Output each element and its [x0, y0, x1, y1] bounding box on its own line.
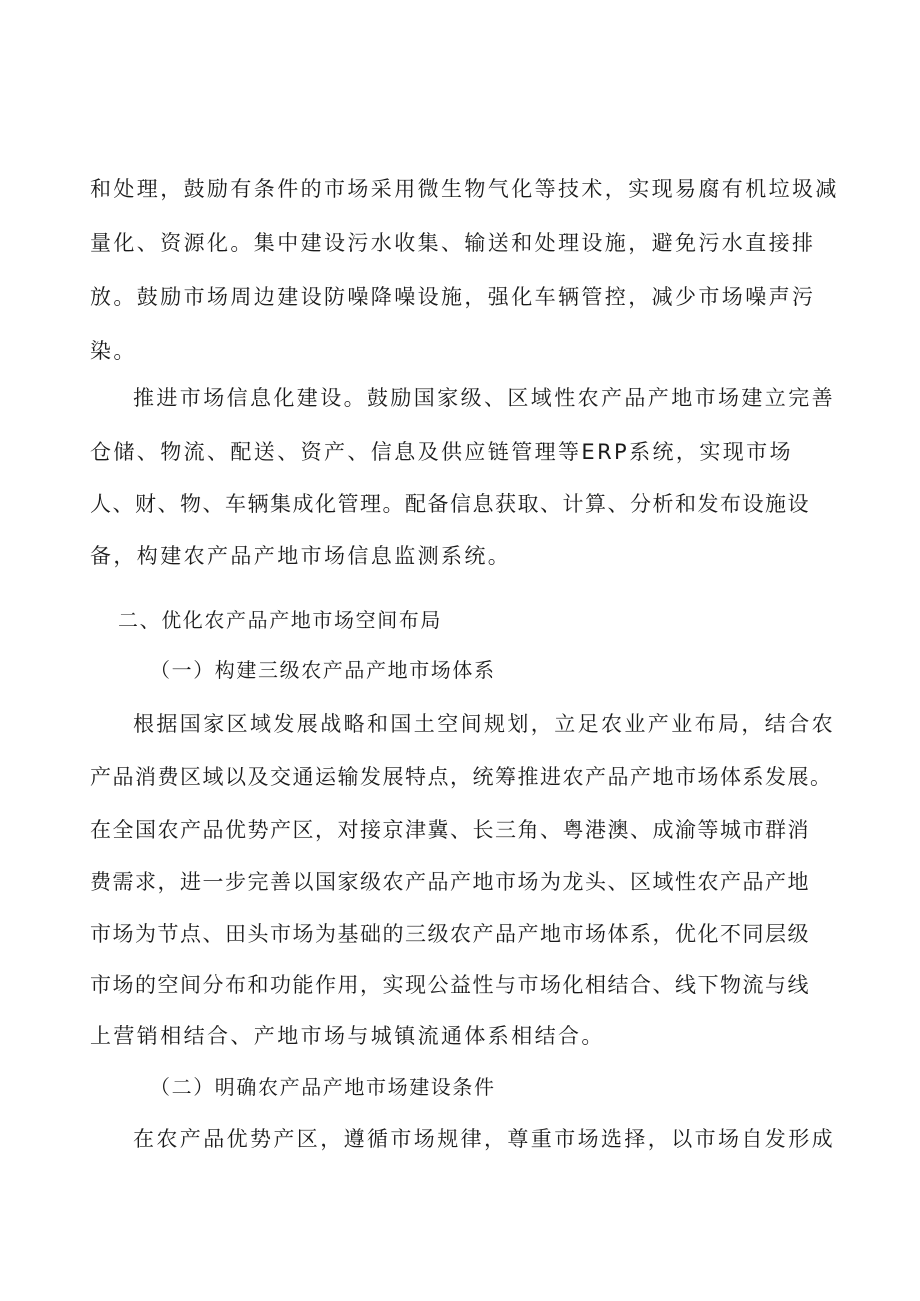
section-heading: 二、优化农产品产地市场空间布局: [118, 608, 442, 632]
body-text-line: 量化、资源化。集中建设污水收集、输送和处理设施，避免污水直接排: [90, 231, 816, 255]
body-text-line: 放。鼓励市场周边建设防噪降噪设施，强化车辆管控，减少市场噪声污: [90, 285, 816, 309]
body-text-line: 市场的空间分布和功能作用，实现公益性与市场化相结合、线下物流与线: [90, 973, 810, 997]
body-text-line: 染。: [90, 339, 137, 363]
paragraph-first-line: 根据国家区域发展战略和国土空间规划，立足农业产业布局，结合农: [133, 712, 835, 736]
body-text-line: 产品消费区域以及交通运输发展特点，统筹推进农产品产地市场体系发展。: [90, 765, 833, 789]
body-text-line: 人、财、物、车辆集成化管理。配备信息获取、计算、分析和发布设施设: [90, 492, 810, 516]
paragraph-first-line: 在农产品优势产区，遵循市场规律，尊重市场选择，以市场自发形成: [133, 1127, 835, 1151]
body-text-line: 在全国农产品优势产区，对接京津冀、长三角、粤港澳、成渝等城市群消: [90, 818, 810, 842]
subsection-heading: （一）构建三级农产品产地市场体系: [150, 658, 496, 682]
body-text-line: 费需求，进一步完善以国家级农产品产地市场为龙头、区域性农产品产地: [90, 870, 810, 894]
body-text-line: 上营销相结合、产地市场与城镇流通体系相结合。: [90, 1024, 605, 1048]
paragraph-first-line: 推进市场信息化建设。鼓励国家级、区域性农产品产地市场建立完善: [133, 386, 835, 410]
subsection-heading: （二）明确农产品产地市场建设条件: [150, 1075, 496, 1099]
body-text-line: 仓储、物流、配送、资产、信息及供应链管理等ERP系统，实现市场: [90, 440, 793, 464]
body-text-line: 市场为节点、田头市场为基础的三级农产品产地市场体系，优化不同层级: [90, 922, 810, 946]
body-text-line: 备，构建农产品产地市场信息监测系统。: [90, 544, 512, 568]
body-text-line: 和处理，鼓励有条件的市场采用微生物气化等技术，实现易腐有机垃圾减: [90, 177, 839, 201]
